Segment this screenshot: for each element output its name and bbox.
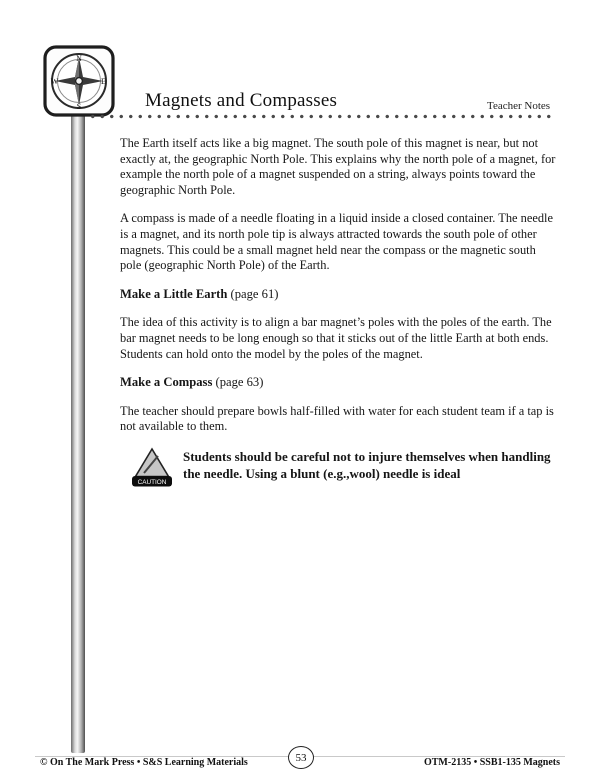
pole-graphic	[71, 112, 85, 753]
body-content	[120, 136, 560, 448]
paragraph-earth-magnet: The Earth itself acts like a big magnet. The south pole of this magnet is near, but not exactly at, the geographic North Pole. This explains why the north pole of a magnet, for example the north pole of a magnet suspended on a string, always points toward the geographic North Pole.	[120, 136, 556, 197]
paragraph-teacher-preparation: The teacher should prepare bowls half-filled with water for each student team if a tap is not available to them.	[120, 403, 554, 434]
paragraph-little-earth-activity: The idea of this activity is to align a bar magnet’s poles with the poles of the earth. The bar magnet needs to be long enough so that it sticks out of the little Earth at both ends. Students can hold onto the model by the poles of the magnet.	[120, 315, 552, 361]
compass-n-label: N	[76, 54, 82, 63]
caution-icon	[130, 446, 174, 490]
footer-product-code: OTM-2135 • SSB1-135 Magnets	[423, 757, 560, 768]
caution-text: Students should be careful not to injure themselves when handling the needle. Using a blunt (e.g.,wool) needle is ideal	[183, 449, 551, 481]
page-number: 53	[295, 751, 307, 764]
compass-w-label: W	[50, 77, 59, 86]
compass-icon	[42, 44, 116, 118]
heading-page-ref: (page 61)	[227, 286, 279, 301]
compass-s-label: S	[76, 102, 82, 111]
heading-page-ref: (page 63)	[212, 375, 264, 390]
compass-e-label: E	[101, 77, 106, 86]
heading-make-compass	[120, 375, 560, 391]
compass-icon-svg	[42, 44, 116, 118]
footer-copyright: © On The Mark Press • S&S Learning Materials	[40, 757, 248, 768]
header-subtitle: Teacher Notes	[487, 100, 551, 112]
caution-block	[130, 446, 560, 490]
caution-icon-label: CAUTION	[137, 479, 167, 487]
page-number-badge	[288, 746, 314, 769]
paragraph-compass-description: A compass is made of a needle floating in a liquid inside a closed container. The needle is a magnet, and its north pole tip is always attracted towards the south pole of other magnets. This could be a small magnet held near the compass or the magnetic south pole (geographic North Pole) of the Earth.	[120, 211, 553, 273]
dotted-divider	[88, 114, 556, 119]
heading-bold-text: Make a Little Earth	[120, 286, 228, 301]
page-title: Magnets and Compasses	[145, 90, 338, 111]
heading-make-little-earth	[120, 287, 560, 303]
heading-bold-text: Make a Compass	[120, 375, 213, 390]
